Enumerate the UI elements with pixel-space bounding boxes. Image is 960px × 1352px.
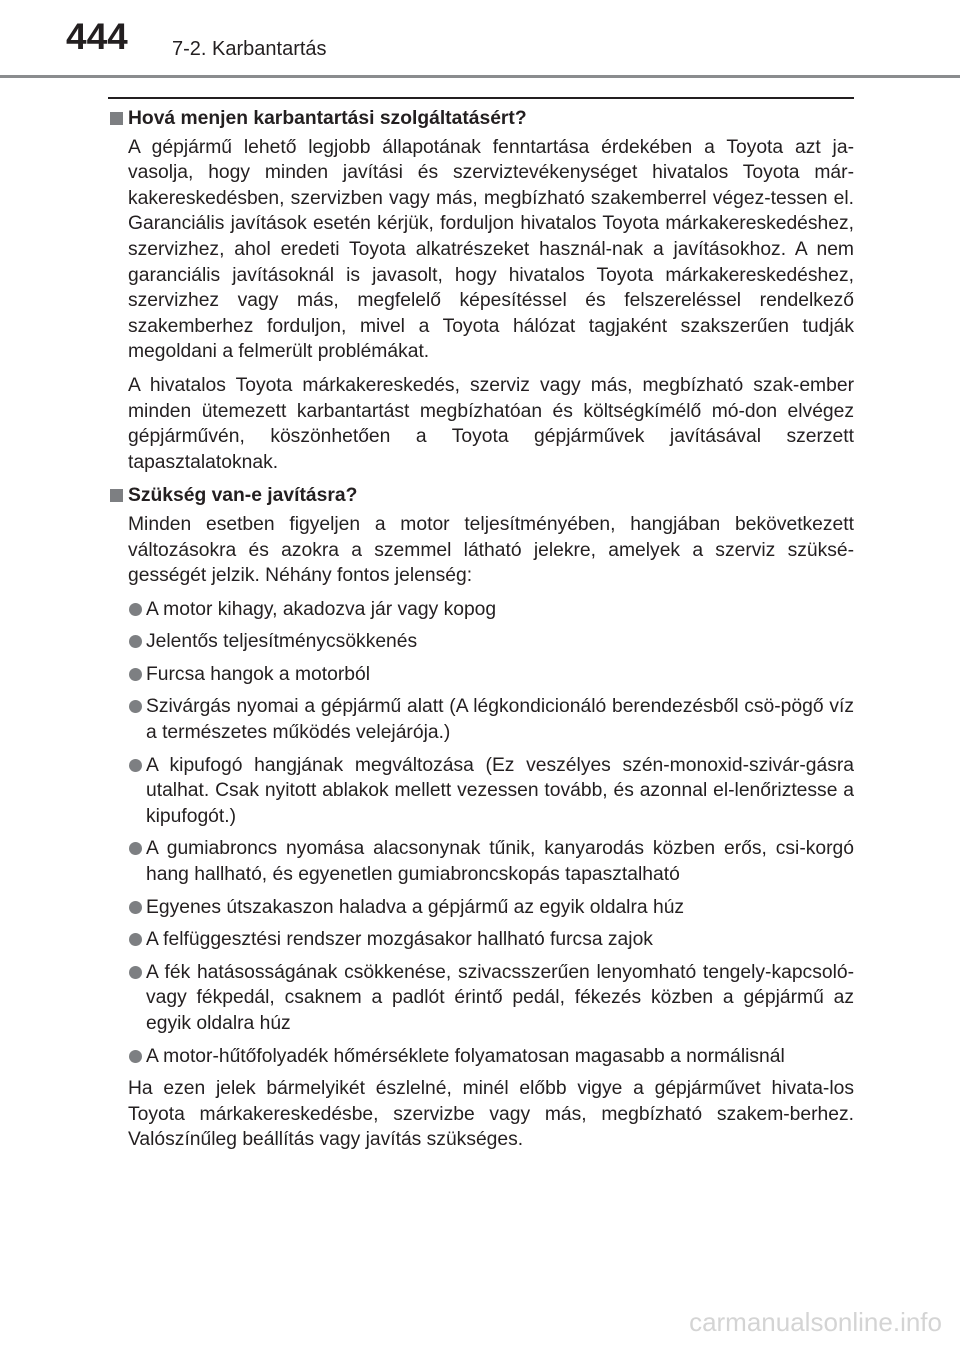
circle-bullet-icon [129,966,142,979]
paragraph: A gépjármű lehető legjobb állapotának fenntartása érdekében a Toyota azt ja-vasolja, hogy minden javítási és szerviztevékenységet hivatalos Toyota már-kakereskedésben, szervizben vagy más, megbízható szakemberrel végez-tessen el. Garanciális javítások esetén kérjük, forduljon hivatalos Toyota márkakereskedéshez, szervizhez, ahol eredeti Toyota alkatrészeket használ-nak a javításokhoz. A nem garanciális javításoknál is javasolt, hogy hivatalos Toyota márkakereskedéshez, szervizhez vagy más, megfelelő képesítéssel és felszereléssel rendelkező szakemberhez forduljon, mivel a Toyota hálózat tagjaként szakszerűen tudják megoldani a felmerült problémákat. [128,136,854,363]
paragraph: Minden esetben figyeljen a motor teljesítményében, hangjában bekövetkezett változásokra és azokra a szemmel látható jelekre, amelyek a szerviz szüksé-gességét jelzik. Néhány fontos jelenség: [128,513,854,587]
list-item: A motor kihagy, akadozva jár vagy kopog [128,597,854,623]
page-header [0,0,960,80]
watermark: carmanualsonline.info [689,1307,942,1337]
page-content [108,106,854,1161]
section-title: 7-2. Karbantartás [172,38,327,60]
paragraph: A hivatalos Toyota márkakereskedés, szerviz vagy más, megbízható szak-ember minden ütemezett karbantartást megbízhatóan és költségkímélő mó-don elvégez gépjárművén, köszönhetően a Toyota gépjárművek javításával szerzett tapasztalatoknak. [128,374,854,473]
section-heading [108,483,854,509]
square-bullet-icon [110,489,123,502]
header-rule [0,75,960,78]
circle-bullet-icon [129,635,142,648]
list-item: A motor-hűtőfolyadék hőmérséklete folyamatosan magasabb a normálisnál [128,1044,854,1070]
list-item: A fék hatásosságának csökkenése, szivacsszerűen lenyomható tengely-kapcsoló- vagy fékpedál, csaknem a padlót érintő pedál, fékezés közben a gépjármű az egyik oldalra húz [128,960,854,1037]
list-item: Furcsa hangok a motorból [128,662,854,688]
square-bullet-icon [110,112,123,125]
circle-bullet-icon [129,1050,142,1063]
content-top-rule [108,97,854,99]
list-item: A gumiabroncs nyomása alacsonynak tűnik, kanyarodás közben erős, csi-korgó hang hallható, és egyenetlen gumiabroncskopás tapasztalható [128,836,854,887]
paragraph: Ha ezen jelek bármelyikét észlelné, minél előbb vigye a gépjárművet hivata-los Toyota márkakereskedésbe, szervizbe vagy más, megbízható szakem-berhez. Valószínűleg beállítás vagy javítás szükséges. [128,1078,854,1151]
list-item: Egyenes útszakaszon haladva a gépjármű az egyik oldalra húz [128,895,854,921]
section-heading-text: Szükség van-e javításra? [128,485,358,507]
section-heading-text: Hová menjen karbantartási szolgáltatásért? [128,108,527,129]
circle-bullet-icon [129,668,142,681]
list-item: Jelentős teljesítménycsökkenés [128,629,854,655]
circle-bullet-icon [129,759,142,772]
circle-bullet-icon [129,901,142,914]
circle-bullet-icon [129,603,142,616]
list-item: A felfüggesztési rendszer mozgásakor hallható furcsa zajok [128,927,854,953]
list-item: Szivárgás nyomai a gépjármű alatt (A légkondicionáló berendezésből csö-pögő víz a természetes működés velejárója.) [128,694,854,745]
section-heading [108,106,854,132]
circle-bullet-icon [129,933,142,946]
list-item: A kipufogó hangjának megváltozása (Ez veszélyes szén-monoxid-szivár-gásra utalhat. Csak nyitott ablakok mellett vezessen tovább, és azonnal el-lenőriztesse a kipufogót.) [128,753,854,830]
circle-bullet-icon [129,700,142,713]
page-number: 444 [66,16,128,57]
circle-bullet-icon [129,842,142,855]
